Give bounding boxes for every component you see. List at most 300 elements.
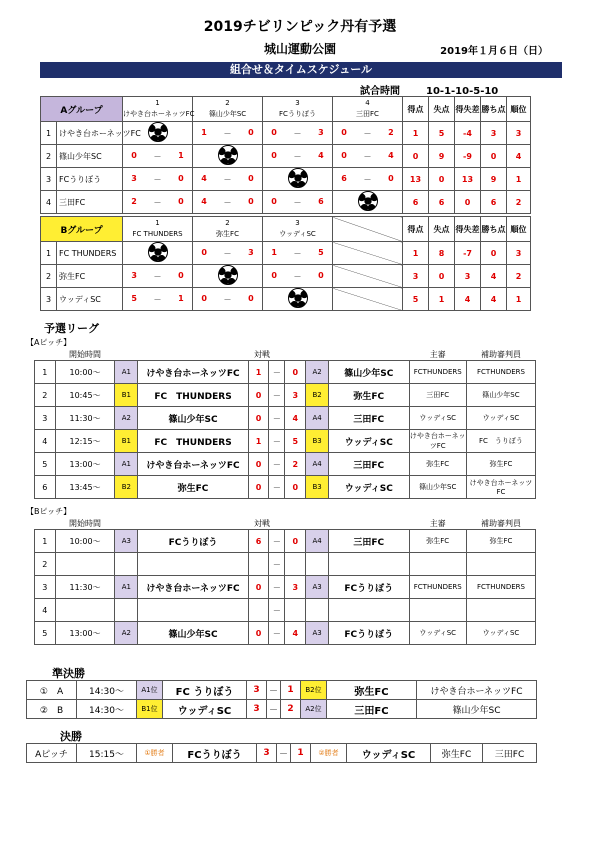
assistant-referee [466, 599, 535, 622]
referee-header: 主審 [429, 518, 446, 528]
column-team: FC THUNDERS [132, 230, 183, 238]
semifinal-row [27, 681, 537, 700]
result-cell [263, 242, 333, 265]
schedule-header-row [35, 517, 536, 530]
score-for: 5 [131, 293, 137, 303]
away-team: 三田FC [329, 453, 409, 476]
result-cell [193, 265, 263, 288]
away-code: A4 [306, 530, 329, 553]
away-seed: A2位 [301, 700, 327, 719]
stat-value: 1 [429, 288, 455, 311]
semifinal-number: ① A [27, 681, 77, 700]
schedule-row [35, 622, 536, 645]
away-score [285, 599, 306, 622]
home-score: 0 [248, 453, 269, 476]
score-dash: － [363, 174, 372, 184]
stat-header: 得点 [403, 217, 429, 242]
stat-header: 勝ち点 [481, 217, 507, 242]
result-cell [333, 145, 403, 168]
stat-value: 0 [403, 145, 429, 168]
score-dash: － [153, 271, 162, 281]
score [193, 128, 262, 139]
stat-header: 得失差 [455, 97, 481, 122]
result-cell [193, 288, 263, 311]
match-header: 対戦 [253, 518, 270, 528]
assistant-referee: FC うりぼう [466, 430, 535, 453]
away-score: 0 [285, 476, 306, 499]
score-for: 0 [201, 247, 207, 257]
match-number: 2 [35, 553, 56, 576]
group-row [41, 242, 531, 265]
score-dash: － [269, 576, 285, 599]
home-code: A2 [115, 407, 138, 430]
stat-value: 1 [507, 288, 531, 311]
away-team: FCうりぼう [329, 576, 409, 599]
result-cell [333, 122, 403, 145]
score-for: 1 [271, 247, 277, 257]
start-time: 10:00～ [55, 361, 115, 384]
home-code: B2 [115, 476, 138, 499]
result-cell [123, 145, 193, 168]
home-score: 0 [248, 576, 269, 599]
referee: 弥生FC [409, 453, 466, 476]
score-for: 3 [131, 173, 137, 183]
score-against: 0 [178, 196, 184, 206]
score-for: 0 [341, 150, 347, 160]
result-cell [123, 288, 193, 311]
away-score: 2 [285, 453, 306, 476]
assistant-header: 補助審判員 [480, 518, 521, 528]
stat-value: 0 [429, 265, 455, 288]
home-score [248, 599, 269, 622]
semifinal-title: 準決勝 [52, 667, 85, 680]
group-row [41, 145, 531, 168]
group-name: Aグループ [41, 97, 123, 122]
home-team: FCうりぼう [173, 744, 257, 763]
semifinal-number: ② B [27, 700, 77, 719]
final-row [27, 744, 537, 763]
away-code: A3 [306, 576, 329, 599]
referee-header: 主審 [429, 349, 446, 359]
column-number: 1 [155, 219, 160, 227]
start-time-header: 開始時間 [69, 349, 102, 359]
score-against: 6 [318, 196, 324, 206]
result-cell [123, 265, 193, 288]
assistant-referee: FCTHUNDERS [466, 576, 535, 599]
stat-header: 順位 [507, 217, 531, 242]
group-row [41, 191, 531, 214]
pitch-b-schedule [34, 517, 536, 645]
schedule-row [35, 599, 536, 622]
away-seed: B2位 [301, 681, 327, 700]
away-team: ウッディSC [347, 744, 431, 763]
result-cell [193, 168, 263, 191]
referee: 弥生FC [409, 530, 466, 553]
soccer-ball-icon [218, 265, 238, 285]
score-dash: － [269, 553, 285, 576]
score-dash: － [153, 197, 162, 207]
pitch-a-label: 【Aピッチ】 [26, 338, 72, 347]
home-score: 3 [247, 681, 267, 700]
result-cell [123, 242, 193, 265]
row-number: 3 [41, 168, 57, 191]
schedule-row [35, 530, 536, 553]
stat-value: 4 [481, 288, 507, 311]
final-title: 決勝 [60, 730, 82, 743]
result-cell [333, 191, 403, 214]
score [123, 174, 192, 185]
away-team: 弥生FC [329, 384, 409, 407]
assistant-header: 補助審判員 [480, 349, 521, 359]
row-number: 2 [41, 145, 57, 168]
home-code: A1 [115, 361, 138, 384]
pitch-a-schedule [34, 348, 536, 499]
home-score: 0 [248, 407, 269, 430]
score-for: 3 [131, 270, 137, 280]
stat-value: 6 [429, 191, 455, 214]
group-column-header [123, 217, 193, 242]
home-team [138, 553, 248, 576]
score-dash: － [269, 384, 285, 407]
match-time-label: 試合時間 [360, 86, 400, 97]
group-column-header [193, 217, 263, 242]
soccer-ball-icon [218, 145, 238, 165]
score-against: 3 [318, 127, 324, 137]
stat-value: -7 [455, 242, 481, 265]
away-team [329, 599, 409, 622]
score-for: 6 [341, 173, 347, 183]
away-code [306, 553, 329, 576]
stat-value: 4 [507, 145, 531, 168]
row-number: 1 [41, 122, 57, 145]
match-number: 1 [35, 530, 56, 553]
column-team: 弥生FC [216, 230, 239, 238]
result-cell [263, 145, 333, 168]
soccer-ball-icon [288, 288, 308, 308]
stat-value: 0 [481, 242, 507, 265]
score-dash: － [223, 197, 232, 207]
stat-value: 1 [403, 242, 429, 265]
assistant-referee: 弥生FC [466, 530, 535, 553]
group-column-header [193, 97, 263, 122]
result-cell [333, 242, 403, 265]
assistant-referee: ウッディSC [466, 622, 535, 645]
match-number: 5 [35, 622, 56, 645]
assistant-referee: けやき台ホーネッツFC [466, 476, 535, 499]
score-dash: － [293, 197, 302, 207]
row-number: 4 [41, 191, 57, 214]
home-team: FC THUNDERS [138, 430, 248, 453]
referee: 篠山少年SC [409, 476, 466, 499]
score-against: 0 [248, 293, 254, 303]
away-team: 三田FC [329, 407, 409, 430]
home-score: 0 [248, 476, 269, 499]
score-dash: － [153, 294, 162, 304]
assistant-referee: 三田FC [483, 744, 537, 763]
stat-value: 2 [507, 265, 531, 288]
home-score: 3 [257, 744, 277, 763]
score-against: 0 [318, 270, 324, 280]
score-dash: － [269, 476, 285, 499]
score-dash: － [267, 700, 281, 719]
column-number: 3 [295, 219, 300, 227]
home-team: けやき台ホーネッツFC [138, 453, 248, 476]
schedule-header-row [35, 348, 536, 361]
schedule-row [35, 453, 536, 476]
assistant-referee: 篠山少年SC [466, 384, 535, 407]
away-team: FCうりぼう [329, 622, 409, 645]
venue: 城山運動公園 [263, 42, 336, 56]
pitch-b-label: 【Bピッチ】 [26, 507, 72, 516]
home-team: 篠山少年SC [138, 622, 248, 645]
group-row [41, 288, 531, 311]
stat-value: 8 [429, 242, 455, 265]
score-against: 5 [318, 247, 324, 257]
group-column-header [263, 97, 333, 122]
result-cell [193, 242, 263, 265]
page-title: 2019チビリンピック丹有予選 [203, 19, 397, 35]
soccer-ball-icon [358, 191, 378, 211]
stat-header: 勝ち点 [481, 97, 507, 122]
score [193, 197, 262, 208]
home-seed: ①勝者 [137, 744, 173, 763]
column-team: FCうりぼう [279, 110, 316, 118]
row-team: 篠山少年SC [57, 145, 123, 168]
away-team: 三田FC [329, 530, 409, 553]
away-code: A4 [306, 453, 329, 476]
start-time: 14:30～ [77, 700, 137, 719]
column-team: 篠山少年SC [208, 110, 247, 118]
score [193, 174, 262, 185]
start-time: 13:45～ [55, 476, 115, 499]
schedule-row [35, 553, 536, 576]
result-cell [193, 145, 263, 168]
stat-value: 0 [455, 191, 481, 214]
home-code: A2 [115, 622, 138, 645]
home-code: A3 [115, 530, 138, 553]
assistant-referee: ウッディSC [466, 407, 535, 430]
row-team: FC THUNDERS [57, 242, 123, 265]
stat-value: 5 [429, 122, 455, 145]
score-against: 0 [248, 127, 254, 137]
away-score: 3 [285, 576, 306, 599]
start-time [55, 553, 115, 576]
home-code: B1 [115, 384, 138, 407]
referee: 三田FC [409, 384, 466, 407]
home-score: 6 [248, 530, 269, 553]
stat-header: 順位 [507, 97, 531, 122]
score [333, 174, 402, 185]
stat-value: 3 [481, 122, 507, 145]
home-score: 0 [248, 622, 269, 645]
match-time-value: 10-1-10-5-10 [426, 86, 499, 97]
away-code: A2 [306, 361, 329, 384]
row-number: 3 [41, 288, 57, 311]
start-time: 15:15～ [77, 744, 137, 763]
home-seed: A1位 [137, 681, 163, 700]
score [263, 248, 332, 259]
match-header: 対戦 [253, 349, 270, 359]
home-team: FC うりぼう [163, 681, 247, 700]
group-column-header [333, 97, 403, 122]
away-score: 3 [285, 384, 306, 407]
result-cell [263, 168, 333, 191]
stat-value: 9 [429, 145, 455, 168]
group-row [41, 122, 531, 145]
result-cell [123, 168, 193, 191]
score [263, 197, 332, 208]
match-number: 6 [35, 476, 56, 499]
score [333, 151, 402, 162]
soccer-ball-icon [148, 242, 168, 262]
score-dash: － [223, 174, 232, 184]
score-for: 2 [131, 196, 137, 206]
away-code: B3 [306, 476, 329, 499]
row-team: ウッディSC [57, 288, 123, 311]
start-time: 13:00～ [55, 453, 115, 476]
stat-value: 3 [455, 265, 481, 288]
result-cell [333, 168, 403, 191]
stat-value: 6 [481, 191, 507, 214]
score-against: 3 [248, 247, 254, 257]
away-team: 弥生FC [327, 681, 417, 700]
score-for: 0 [271, 196, 277, 206]
away-code: B2 [306, 384, 329, 407]
home-score: 0 [248, 384, 269, 407]
stat-value: 3 [507, 122, 531, 145]
away-score: 0 [285, 530, 306, 553]
home-code: A1 [115, 576, 138, 599]
referee: ウッディSC [409, 622, 466, 645]
match-number: 4 [35, 430, 56, 453]
schedule-row [35, 361, 536, 384]
schedule-row [35, 476, 536, 499]
result-cell [123, 191, 193, 214]
group-b-table [40, 216, 531, 311]
score-against: 0 [178, 173, 184, 183]
referee: ウッディSC [409, 407, 466, 430]
row-team: けやき台ホーネッツFC [57, 122, 123, 145]
event-date: 2019年１月６日（日） [440, 46, 548, 57]
score [193, 248, 262, 259]
stat-value: -9 [455, 145, 481, 168]
row-team: 三田FC [57, 191, 123, 214]
score-dash: － [293, 128, 302, 138]
home-code: A1 [115, 453, 138, 476]
home-score [248, 553, 269, 576]
score-for: 4 [201, 196, 207, 206]
start-time-header: 開始時間 [69, 518, 102, 528]
start-time: 11:30～ [55, 407, 115, 430]
score-against: 1 [178, 150, 184, 160]
away-score: 5 [285, 430, 306, 453]
group-name: Bグループ [41, 217, 123, 242]
away-team: ウッディSC [329, 430, 409, 453]
referee: FCTHUNDERS [409, 361, 466, 384]
start-time: 11:30～ [55, 576, 115, 599]
group-column-header [263, 217, 333, 242]
away-score: 1 [291, 744, 311, 763]
score-dash: － [269, 407, 285, 430]
score-for: 0 [271, 270, 277, 280]
home-code: B1 [115, 430, 138, 453]
referee [409, 553, 466, 576]
column-number: 1 [155, 99, 160, 107]
row-number: 2 [41, 265, 57, 288]
score-dash: － [269, 361, 285, 384]
stat-value: 13 [403, 168, 429, 191]
column-number: 2 [225, 219, 230, 227]
score-against: 4 [318, 150, 324, 160]
score [123, 197, 192, 208]
home-team: FC THUNDERS [138, 384, 248, 407]
referee: けやき台ホーネッツFC [417, 681, 537, 700]
stat-value: 13 [455, 168, 481, 191]
assistant-referee: 弥生FC [466, 453, 535, 476]
score-dash: － [269, 599, 285, 622]
score-against: 2 [388, 127, 394, 137]
home-team: けやき台ホーネッツFC [138, 361, 248, 384]
referee [409, 599, 466, 622]
away-score: 4 [285, 407, 306, 430]
away-code: A3 [306, 622, 329, 645]
row-number: 1 [41, 242, 57, 265]
score-dash: － [269, 530, 285, 553]
score-dash: － [363, 128, 372, 138]
away-team: 三田FC [327, 700, 417, 719]
start-time [55, 599, 115, 622]
home-seed: B1位 [137, 700, 163, 719]
stat-value: 2 [507, 191, 531, 214]
away-code: B3 [306, 430, 329, 453]
final-table [26, 743, 537, 763]
match-number: 4 [35, 599, 56, 622]
match-number: 2 [35, 384, 56, 407]
score-against: 4 [388, 150, 394, 160]
stat-value: 1 [507, 168, 531, 191]
result-cell [263, 265, 333, 288]
assistant-referee [466, 553, 535, 576]
row-team: 弥生FC [57, 265, 123, 288]
referee: FCTHUNDERS [409, 576, 466, 599]
score-for: 0 [271, 127, 277, 137]
column-number: 3 [295, 99, 300, 107]
score-for: 0 [131, 150, 137, 160]
score-dash: － [293, 151, 302, 161]
row-team: FCうりぼう [57, 168, 123, 191]
result-cell [193, 191, 263, 214]
start-time: 14:30～ [77, 681, 137, 700]
column-team: けやき台ホーネッツFC [123, 110, 195, 118]
match-number: 3 [35, 407, 56, 430]
stat-value: 4 [481, 265, 507, 288]
stat-value: 3 [507, 242, 531, 265]
start-time: 13:00～ [55, 622, 115, 645]
semifinal-table [26, 680, 537, 719]
score-dash: － [293, 248, 302, 258]
score [263, 151, 332, 162]
result-cell [263, 288, 333, 311]
away-team: ウッディSC [329, 476, 409, 499]
stat-value: -4 [455, 122, 481, 145]
away-score: 2 [281, 700, 301, 719]
schedule-row [35, 384, 536, 407]
start-time: 10:00～ [55, 530, 115, 553]
score-dash: － [153, 151, 162, 161]
score-dash: － [153, 174, 162, 184]
score-dash: － [269, 430, 285, 453]
away-score: 1 [281, 681, 301, 700]
